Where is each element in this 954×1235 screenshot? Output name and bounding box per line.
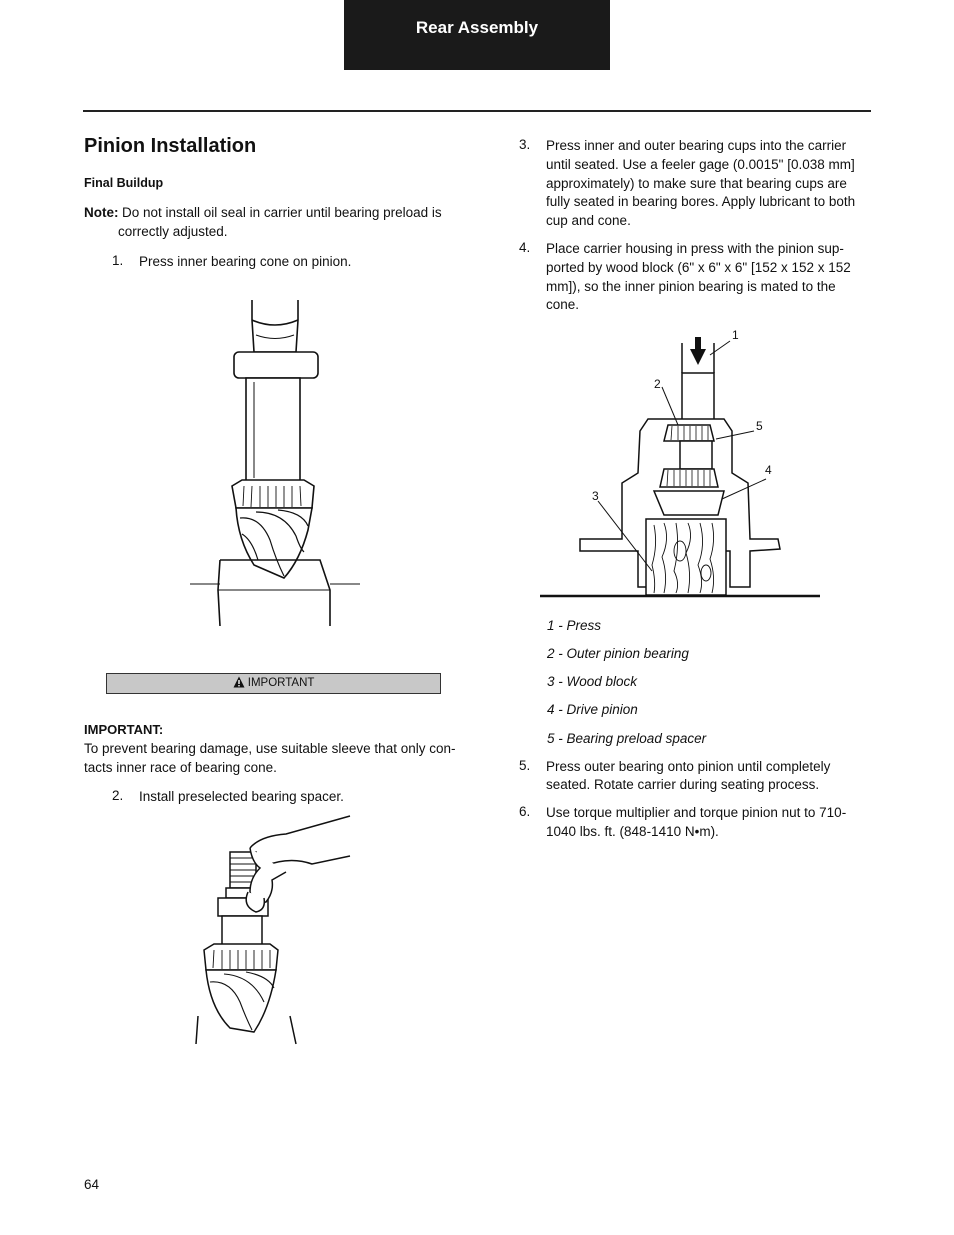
callout-4: 4 — [765, 463, 772, 477]
warning-triangle-icon — [233, 676, 245, 688]
step-number: 6. — [519, 804, 531, 819]
important-text-line2: tacts inner race of bearing cone. — [84, 760, 277, 775]
step-text-line: cone. — [546, 297, 580, 312]
step-text-line: until seated. Use a feeler gage (0.0015" [0.038 mm] — [546, 157, 855, 172]
callout-5: 5 — [756, 419, 763, 433]
note-label: Note: — [84, 205, 119, 220]
section-tab — [344, 0, 610, 70]
step-text-line: ported by wood block (6" x 6" x 6" [152 x 152 x 152 — [546, 260, 851, 275]
important-label: IMPORTANT: — [84, 722, 164, 737]
important-banner-label: IMPORTANT — [247, 677, 315, 689]
step-text-line: Place carrier housing in press with the pinion sup- — [546, 241, 844, 256]
step-text: Install preselected bearing spacer. — [139, 789, 344, 804]
step-text-line: cup and cone. — [546, 213, 631, 228]
step-number: 2. — [112, 788, 124, 803]
callout-2: 2 — [654, 377, 661, 391]
legend-item: 4 - Drive pinion — [547, 702, 638, 717]
step-number: 5. — [519, 758, 531, 773]
figure-install-bearing-spacer — [190, 812, 360, 1052]
header-rule — [83, 110, 871, 112]
callout-3: 3 — [592, 489, 599, 503]
important-text-line1: To prevent bearing damage, use suitable sleeve that only con- — [84, 741, 456, 756]
legend-item: 5 - Bearing preload spacer — [547, 731, 707, 746]
figure-press-bearing-cone — [180, 290, 370, 630]
step-number: 3. — [519, 137, 531, 152]
step-text-line: seated. Rotate carrier during seating process. — [546, 777, 820, 792]
note-text-line2: correctly adjusted. — [118, 224, 228, 239]
step-text-line: approximately) to make sure that bearing cups are — [546, 176, 847, 191]
legend-item: 2 - Outer pinion bearing — [547, 646, 689, 661]
note-text-line1: Do not install oil seal in carrier until bearing preload is — [122, 205, 442, 220]
callout-1: 1 — [732, 328, 739, 342]
step-text-line: fully seated in bearing bores. Apply lubricant to both — [546, 194, 856, 209]
step-number: 4. — [519, 240, 531, 255]
step-text-line: mm]), so the inner pinion bearing is mated to the — [546, 279, 836, 294]
step-text-line: Press outer bearing onto pinion until completely — [546, 759, 831, 774]
step-number: 1. — [112, 253, 124, 268]
step-text-line: Press inner and outer bearing cups into the carrier — [546, 138, 847, 153]
legend-item: 1 - Press — [547, 618, 602, 633]
important-banner — [106, 673, 441, 694]
legend-item: 3 - Wood block — [547, 674, 638, 689]
section-tab-label: Rear Assembly — [415, 18, 539, 37]
page-title: Pinion Installation — [84, 135, 257, 157]
step-text-line: Use torque multiplier and torque pinion nut to 710- — [546, 805, 847, 820]
page-number: 64 — [84, 1177, 100, 1192]
step-text-line: 1040 lbs. ft. (848-1410 N•m). — [546, 824, 719, 839]
step-text: Press inner bearing cone on pinion. — [139, 254, 352, 269]
figure-carrier-in-press — [540, 325, 830, 605]
subsection-title: Final Buildup — [84, 176, 164, 190]
